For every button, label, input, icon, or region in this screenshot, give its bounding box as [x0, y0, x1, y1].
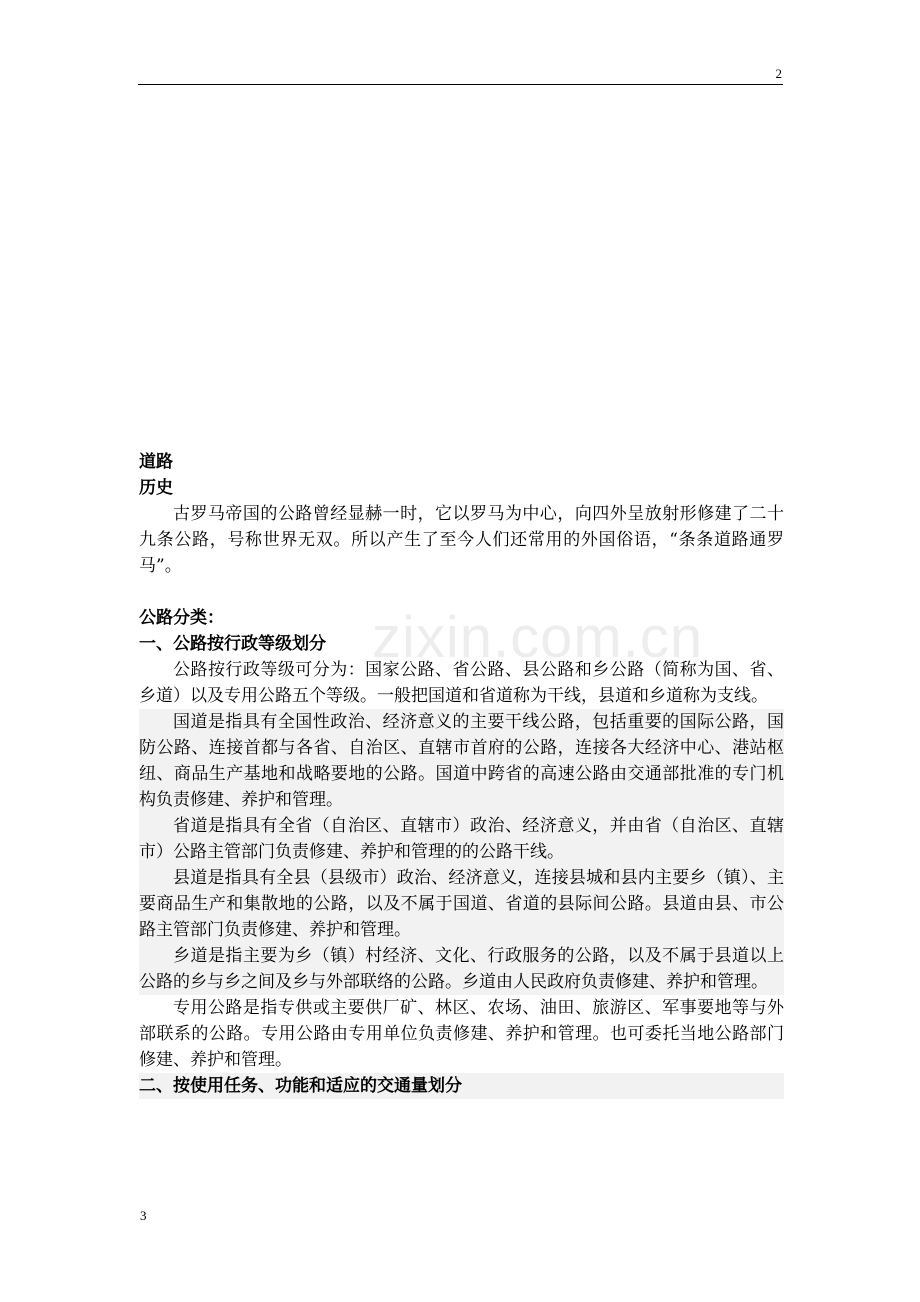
header-page-number: 2 [775, 66, 782, 81]
header-rule [138, 84, 783, 85]
sub1-heading: 一、公路按行政等级划分 [139, 634, 326, 654]
history-paragraph: 古罗马帝国的公路曾经显赫一时，它以罗马为中心，向四外呈放射形修建了二十九条公路，号称世界无双。所以产生了至今人们还常用的外国俗语，“条条道路通罗马”。 [139, 504, 784, 576]
classification-heading: 公路分类： [139, 608, 224, 628]
special-road-paragraph: 专用公路是指专供或主要供厂矿、林区、农场、油田、旅游区、军事要地等与外部联系的公路。专用公路由专用单位负责修建、养护和管理。也可委托当地公路部门修建、养护和管理。 [139, 998, 784, 1070]
national-road-paragraph: 国道是指具有全国性政治、经济意义的主要干线公路，包括重要的国际公路，国防公路、连接首都与各省、自治区、直辖市首府的公路，连接各大经济中心、港站枢纽、商品生产基地和战略要地的公路。国道中跨省的高速公路由交通部批准的专门机构负责修建、养护和管理。 [139, 709, 784, 813]
provincial-road-paragraph: 省道是指具有全省（自治区、直辖市）政治、经济意义，并由省（自治区、直辖市）公路主管部门负责修建、养护和管理的的公路干线。 [139, 813, 784, 865]
document-body [139, 449, 784, 1099]
blank-line [139, 579, 784, 605]
history-heading: 历史 [139, 478, 173, 498]
watermark: zixin.com.cn [372, 605, 704, 670]
footer-page-number: 3 [140, 1208, 147, 1223]
township-road-paragraph: 乡道是指主要为乡（镇）村经济、文化、行政服务的公路，以及不属于县道以上公路的乡与乡之间及乡与外部联络的公路。乡道由人民政府负责修建、养护和管理。 [139, 943, 784, 995]
county-road-paragraph: 县道是指具有全县（县级市）政治、经济意义，连接县城和县内主要乡（镇）、主要商品生产和集散地的公路，以及不属于国道、省道的县际间公路。县道由县、市公路主管部门负责修建、养护和管理。 [139, 865, 784, 943]
sub2-heading: 二、按使用任务、功能和适应的交通量划分 [139, 1073, 784, 1099]
document-title: 道路 [139, 452, 173, 472]
sub1-intro-paragraph: 公路按行政等级可分为：国家公路、省公路、县公路和乡公路（简称为国、省、乡道）以及专用公路五个等级。一般把国道和省道称为干线，县道和乡道称为支线。 [139, 660, 784, 706]
